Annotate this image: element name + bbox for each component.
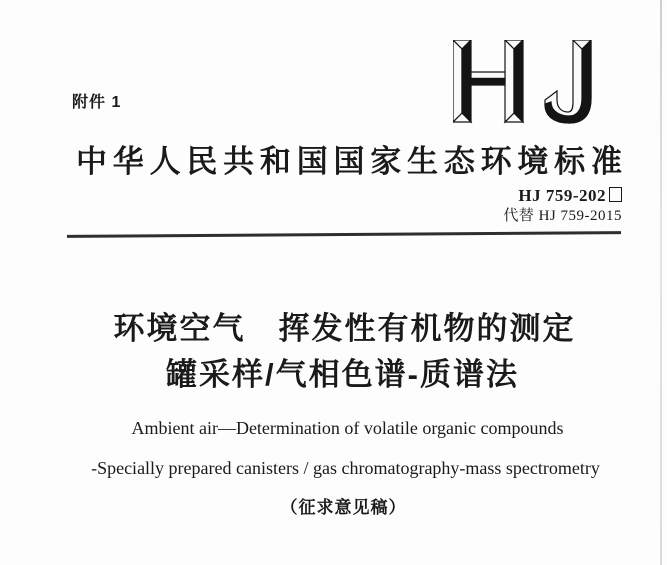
scan-page-edge (660, 0, 662, 565)
title-zh-line2: 罐采样/气相色谱-质谱法 (166, 357, 519, 392)
standard-code-line (503, 187, 622, 204)
standard-code: HJ 759-202 (518, 186, 606, 205)
year-placeholder-box (609, 187, 622, 202)
title-en-line2: -Specially prepared canisters / gas chromatography-mass spectrometry (91, 458, 600, 478)
title-en-line1: Ambient air—Determination of volatile organic compounds (131, 418, 564, 438)
attachment-label: 附件 1 (72, 94, 122, 111)
divider-rule (67, 231, 621, 238)
title-zh-line1: 环境空气 挥发性有机物的测定 (113, 311, 576, 346)
standard-code-block (503, 187, 622, 224)
hj-logo-icon (453, 40, 593, 125)
standard-org-heading: 中 华 人 民 共 和 国 国 家 生 态 环 境 标 准 (76, 144, 622, 179)
replaces-note: 代替 HJ 759-2015 (503, 208, 622, 224)
draft-note: （征求意见稿） (280, 498, 407, 517)
